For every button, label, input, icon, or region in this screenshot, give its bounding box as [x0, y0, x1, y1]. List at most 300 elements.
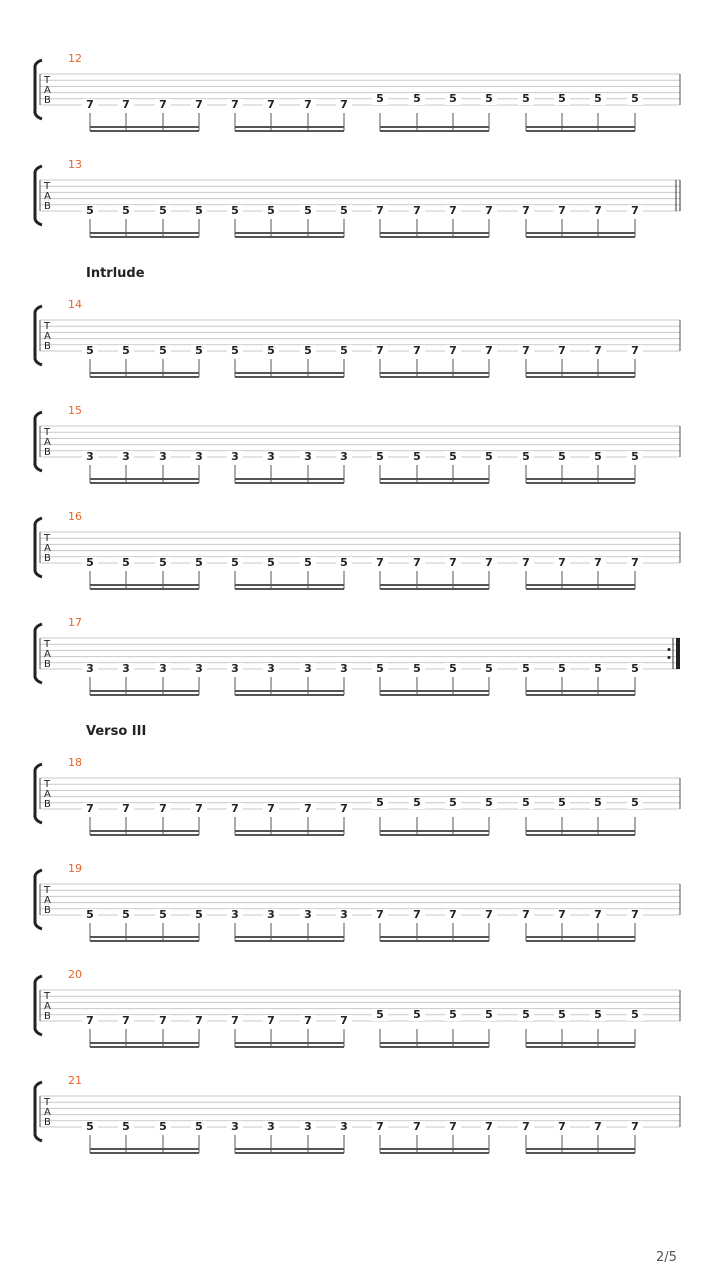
- fret-number: 7: [263, 1015, 279, 1027]
- fret-number: 7: [554, 205, 570, 217]
- fret-number: 5: [118, 205, 134, 217]
- beam: [380, 1152, 489, 1154]
- fret-number: 5: [300, 345, 316, 357]
- beam: [380, 372, 489, 374]
- fret-number: 7: [590, 205, 606, 217]
- fret-number: 5: [409, 1009, 425, 1021]
- fret-number: 7: [118, 803, 134, 815]
- fret-number: 7: [445, 1121, 461, 1133]
- tab-clef-letter: A: [44, 85, 51, 96]
- beam: [235, 830, 344, 832]
- fret-number: 5: [372, 93, 388, 105]
- beam: [526, 478, 635, 480]
- fret-number: 5: [227, 557, 243, 569]
- beam: [235, 588, 344, 590]
- section-label: Intrlude: [86, 266, 145, 281]
- beam: [380, 694, 489, 696]
- fret-number: 7: [227, 803, 243, 815]
- beam: [380, 236, 489, 238]
- fret-number: 5: [554, 1009, 570, 1021]
- beam: [90, 936, 199, 938]
- fret-number: 5: [118, 345, 134, 357]
- beam: [90, 830, 199, 832]
- beam: [90, 690, 199, 692]
- fret-number: 3: [227, 1121, 243, 1133]
- section-label: Verso III: [86, 724, 147, 739]
- fret-number: 3: [263, 1121, 279, 1133]
- fret-number: 7: [155, 803, 171, 815]
- fret-number: 3: [336, 451, 352, 463]
- fret-number: 7: [627, 205, 643, 217]
- beam: [380, 690, 489, 692]
- beam: [90, 834, 199, 836]
- beam: [235, 1042, 344, 1044]
- staff-svg: [0, 404, 720, 494]
- beam: [235, 1148, 344, 1150]
- tab-clef-letter: A: [44, 1107, 51, 1118]
- beam: [380, 588, 489, 590]
- tab-system: [0, 510, 720, 600]
- fret-number: 7: [445, 557, 461, 569]
- beam: [380, 1046, 489, 1048]
- fret-number: 5: [627, 797, 643, 809]
- beam: [380, 376, 489, 378]
- measure-number: 15: [68, 404, 82, 417]
- tab-clef-letter: A: [44, 437, 51, 448]
- fret-number: 3: [191, 451, 207, 463]
- fret-number: 5: [118, 909, 134, 921]
- beam: [235, 130, 344, 132]
- fret-number: 5: [554, 797, 570, 809]
- fret-number: 7: [518, 909, 534, 921]
- measure-number: 20: [68, 968, 82, 981]
- beam: [90, 1148, 199, 1150]
- fret-number: 3: [336, 663, 352, 675]
- tab-clef-letter: T: [44, 321, 51, 332]
- tab-system: [0, 298, 720, 388]
- repeat-dot: [668, 656, 671, 659]
- system-bracket: [35, 870, 42, 929]
- beam: [235, 1152, 344, 1154]
- system-bracket: [35, 306, 42, 365]
- measure-number: 17: [68, 616, 82, 629]
- staff-svg: [0, 298, 720, 388]
- beam: [235, 694, 344, 696]
- tab-clef-letter: B: [44, 447, 51, 458]
- fret-number: 5: [118, 557, 134, 569]
- fret-number: 5: [481, 797, 497, 809]
- fret-number: 3: [118, 663, 134, 675]
- staff-svg: [0, 968, 720, 1058]
- tab-clef-letter: B: [44, 1011, 51, 1022]
- fret-number: 3: [82, 663, 98, 675]
- tab-clef-letter: T: [44, 779, 51, 790]
- tab-clef-letter: B: [44, 201, 51, 212]
- fret-number: 7: [590, 1121, 606, 1133]
- fret-number: 7: [445, 205, 461, 217]
- beam: [380, 584, 489, 586]
- fret-number: 5: [518, 93, 534, 105]
- fret-number: 5: [263, 205, 279, 217]
- tab-system: [0, 862, 720, 952]
- tab-clef-letter: T: [44, 533, 51, 544]
- fret-number: 5: [445, 93, 461, 105]
- measure-number: 21: [68, 1074, 82, 1087]
- beam: [235, 232, 344, 234]
- tab-system: [0, 1074, 720, 1164]
- fret-number: 7: [155, 99, 171, 111]
- fret-number: 5: [372, 451, 388, 463]
- fret-number: 5: [155, 909, 171, 921]
- beam: [380, 830, 489, 832]
- tab-clef-letter: T: [44, 427, 51, 438]
- fret-number: 7: [372, 345, 388, 357]
- beam: [526, 940, 635, 942]
- fret-number: 5: [518, 797, 534, 809]
- beam: [526, 936, 635, 938]
- fret-number: 7: [590, 345, 606, 357]
- beam: [90, 232, 199, 234]
- fret-number: 7: [155, 1015, 171, 1027]
- fret-number: 5: [372, 797, 388, 809]
- tab-clef-letter: T: [44, 181, 51, 192]
- fret-number: 7: [191, 1015, 207, 1027]
- beam: [90, 694, 199, 696]
- fret-number: 7: [518, 1121, 534, 1133]
- fret-number: 5: [627, 451, 643, 463]
- tab-clef-letter: A: [44, 1001, 51, 1012]
- fret-number: 5: [627, 93, 643, 105]
- page-number: 2/5: [656, 1250, 677, 1265]
- beam: [380, 940, 489, 942]
- system-bracket: [35, 976, 42, 1035]
- tab-clef-letter: B: [44, 553, 51, 564]
- tab-clef-letter: T: [44, 1097, 51, 1108]
- beam: [380, 232, 489, 234]
- fret-number: 5: [191, 1121, 207, 1133]
- tab-clef-letter: A: [44, 543, 51, 554]
- fret-number: 7: [191, 99, 207, 111]
- tab-clef-letter: T: [44, 639, 51, 650]
- staff-svg: [0, 616, 720, 706]
- measure-number: 12: [68, 52, 82, 65]
- fret-number: 7: [300, 1015, 316, 1027]
- beam: [235, 940, 344, 942]
- beam: [235, 126, 344, 128]
- fret-number: 5: [554, 451, 570, 463]
- fret-number: 7: [191, 803, 207, 815]
- fret-number: 3: [336, 909, 352, 921]
- fret-number: 7: [336, 99, 352, 111]
- tab-system: [0, 616, 720, 706]
- fret-number: 7: [372, 557, 388, 569]
- fret-number: 3: [227, 909, 243, 921]
- fret-number: 3: [227, 451, 243, 463]
- fret-number: 7: [481, 205, 497, 217]
- fret-number: 5: [481, 93, 497, 105]
- beam: [235, 372, 344, 374]
- fret-number: 7: [518, 345, 534, 357]
- fret-number: 7: [481, 1121, 497, 1133]
- beam: [526, 588, 635, 590]
- beam: [235, 584, 344, 586]
- measure-number: 18: [68, 756, 82, 769]
- fret-number: 7: [82, 1015, 98, 1027]
- fret-number: 5: [118, 1121, 134, 1133]
- fret-number: 3: [300, 663, 316, 675]
- fret-number: 5: [191, 205, 207, 217]
- fret-number: 7: [481, 909, 497, 921]
- beam: [526, 834, 635, 836]
- staff-svg: [0, 756, 720, 846]
- system-bracket: [35, 60, 42, 119]
- fret-number: 5: [155, 345, 171, 357]
- measure-number: 13: [68, 158, 82, 171]
- fret-number: 5: [409, 797, 425, 809]
- fret-number: 5: [445, 797, 461, 809]
- staff-svg: [0, 158, 720, 248]
- beam: [526, 584, 635, 586]
- fret-number: 5: [590, 93, 606, 105]
- fret-number: 5: [518, 663, 534, 675]
- beam: [526, 232, 635, 234]
- beam: [380, 834, 489, 836]
- fret-number: 7: [627, 345, 643, 357]
- fret-number: 5: [590, 451, 606, 463]
- fret-number: 5: [409, 663, 425, 675]
- fret-number: 5: [372, 1009, 388, 1021]
- fret-number: 7: [336, 1015, 352, 1027]
- beam: [90, 236, 199, 238]
- fret-number: 5: [155, 1121, 171, 1133]
- beam: [380, 936, 489, 938]
- fret-number: 7: [627, 557, 643, 569]
- fret-number: 7: [300, 803, 316, 815]
- fret-number: 5: [409, 93, 425, 105]
- fret-number: 5: [481, 1009, 497, 1021]
- staff-svg: [0, 1074, 720, 1164]
- beam: [235, 376, 344, 378]
- fret-number: 5: [409, 451, 425, 463]
- fret-number: 3: [191, 663, 207, 675]
- fret-number: 7: [372, 909, 388, 921]
- beam: [380, 1148, 489, 1150]
- fret-number: 3: [82, 451, 98, 463]
- fret-number: 5: [227, 205, 243, 217]
- fret-number: 7: [445, 909, 461, 921]
- fret-number: 7: [554, 345, 570, 357]
- beam: [90, 130, 199, 132]
- beam: [526, 690, 635, 692]
- fret-number: 7: [82, 803, 98, 815]
- fret-number: 3: [336, 1121, 352, 1133]
- beam: [90, 372, 199, 374]
- beam: [380, 478, 489, 480]
- fret-number: 5: [82, 909, 98, 921]
- fret-number: 3: [118, 451, 134, 463]
- fret-number: 5: [191, 557, 207, 569]
- beam: [90, 478, 199, 480]
- beam: [235, 236, 344, 238]
- system-bracket: [35, 764, 42, 823]
- beam: [90, 588, 199, 590]
- fret-number: 5: [518, 451, 534, 463]
- beam: [526, 1152, 635, 1154]
- fret-number: 5: [155, 205, 171, 217]
- beam: [380, 130, 489, 132]
- tab-clef-letter: A: [44, 331, 51, 342]
- measure-number: 14: [68, 298, 82, 311]
- beam: [90, 376, 199, 378]
- fret-number: 5: [590, 663, 606, 675]
- fret-number: 7: [554, 1121, 570, 1133]
- fret-number: 7: [554, 557, 570, 569]
- fret-number: 7: [82, 99, 98, 111]
- fret-number: 7: [518, 557, 534, 569]
- tab-clef-letter: B: [44, 799, 51, 810]
- beam: [526, 376, 635, 378]
- fret-number: 7: [372, 1121, 388, 1133]
- tab-clef-letter: T: [44, 75, 51, 86]
- fret-number: 7: [409, 1121, 425, 1133]
- beam: [526, 372, 635, 374]
- fret-number: 5: [263, 345, 279, 357]
- beam: [90, 126, 199, 128]
- tab-clef-letter: B: [44, 659, 51, 670]
- fret-number: 3: [300, 451, 316, 463]
- fret-number: 7: [300, 99, 316, 111]
- beam: [235, 1046, 344, 1048]
- beam: [235, 478, 344, 480]
- beam: [90, 1042, 199, 1044]
- beam: [526, 1042, 635, 1044]
- beam: [526, 1046, 635, 1048]
- beam: [526, 1148, 635, 1150]
- fret-number: 7: [336, 803, 352, 815]
- tab-clef-letter: A: [44, 789, 51, 800]
- fret-number: 7: [263, 99, 279, 111]
- repeat-dot: [668, 648, 671, 651]
- beam: [90, 1046, 199, 1048]
- fret-number: 7: [263, 803, 279, 815]
- fret-number: 5: [518, 1009, 534, 1021]
- tab-clef-letter: B: [44, 95, 51, 106]
- beam: [235, 936, 344, 938]
- fret-number: 5: [627, 1009, 643, 1021]
- staff-svg: [0, 510, 720, 600]
- fret-number: 3: [155, 451, 171, 463]
- beam: [526, 830, 635, 832]
- fret-number: 3: [227, 663, 243, 675]
- measure-number: 16: [68, 510, 82, 523]
- staff-svg: [0, 862, 720, 952]
- fret-number: 7: [372, 205, 388, 217]
- fret-number: 7: [409, 909, 425, 921]
- beam: [380, 126, 489, 128]
- fret-number: 3: [263, 451, 279, 463]
- fret-number: 7: [554, 909, 570, 921]
- system-bracket: [35, 1082, 42, 1141]
- fret-number: 5: [82, 345, 98, 357]
- fret-number: 5: [191, 345, 207, 357]
- beam: [380, 1042, 489, 1044]
- fret-number: 7: [409, 205, 425, 217]
- fret-number: 7: [590, 909, 606, 921]
- fret-number: 7: [627, 1121, 643, 1133]
- beam: [235, 834, 344, 836]
- fret-number: 5: [554, 93, 570, 105]
- fret-number: 3: [263, 909, 279, 921]
- beam: [90, 584, 199, 586]
- fret-number: 7: [409, 345, 425, 357]
- fret-number: 7: [227, 1015, 243, 1027]
- staff-svg: [0, 52, 720, 142]
- fret-number: 5: [191, 909, 207, 921]
- fret-number: 5: [445, 451, 461, 463]
- tab-system: [0, 52, 720, 142]
- fret-number: 7: [518, 205, 534, 217]
- tab-clef-letter: A: [44, 649, 51, 660]
- fret-number: 5: [336, 345, 352, 357]
- fret-number: 5: [445, 663, 461, 675]
- fret-number: 5: [82, 557, 98, 569]
- system-bracket: [35, 166, 42, 225]
- fret-number: 5: [336, 557, 352, 569]
- tab-clef-letter: A: [44, 895, 51, 906]
- tab-system: [0, 756, 720, 846]
- fret-number: 5: [300, 205, 316, 217]
- fret-number: 7: [627, 909, 643, 921]
- fret-number: 5: [481, 663, 497, 675]
- fret-number: 7: [481, 557, 497, 569]
- fret-number: 5: [445, 1009, 461, 1021]
- beam: [235, 482, 344, 484]
- fret-number: 3: [155, 663, 171, 675]
- fret-number: 7: [481, 345, 497, 357]
- fret-number: 7: [227, 99, 243, 111]
- fret-number: 5: [627, 663, 643, 675]
- fret-number: 7: [590, 557, 606, 569]
- fret-number: 7: [118, 99, 134, 111]
- tab-system: [0, 158, 720, 248]
- fret-number: 7: [118, 1015, 134, 1027]
- system-bracket: [35, 518, 42, 577]
- fret-number: 5: [481, 451, 497, 463]
- tab-clef-letter: B: [44, 1117, 51, 1128]
- beam: [526, 694, 635, 696]
- tab-system: [0, 968, 720, 1058]
- tab-clef-letter: B: [44, 341, 51, 352]
- beam: [90, 482, 199, 484]
- system-bracket: [35, 624, 42, 683]
- fret-number: 3: [263, 663, 279, 675]
- tab-clef-letter: T: [44, 885, 51, 896]
- beam: [235, 690, 344, 692]
- fret-number: 5: [82, 1121, 98, 1133]
- fret-number: 5: [227, 345, 243, 357]
- beam: [526, 126, 635, 128]
- fret-number: 5: [155, 557, 171, 569]
- fret-number: 5: [372, 663, 388, 675]
- fret-number: 5: [263, 557, 279, 569]
- tab-clef-letter: B: [44, 905, 51, 916]
- measure-number: 19: [68, 862, 82, 875]
- fret-number: 5: [590, 797, 606, 809]
- tab-system: [0, 404, 720, 494]
- beam: [526, 482, 635, 484]
- fret-number: 5: [590, 1009, 606, 1021]
- tab-clef-letter: A: [44, 191, 51, 202]
